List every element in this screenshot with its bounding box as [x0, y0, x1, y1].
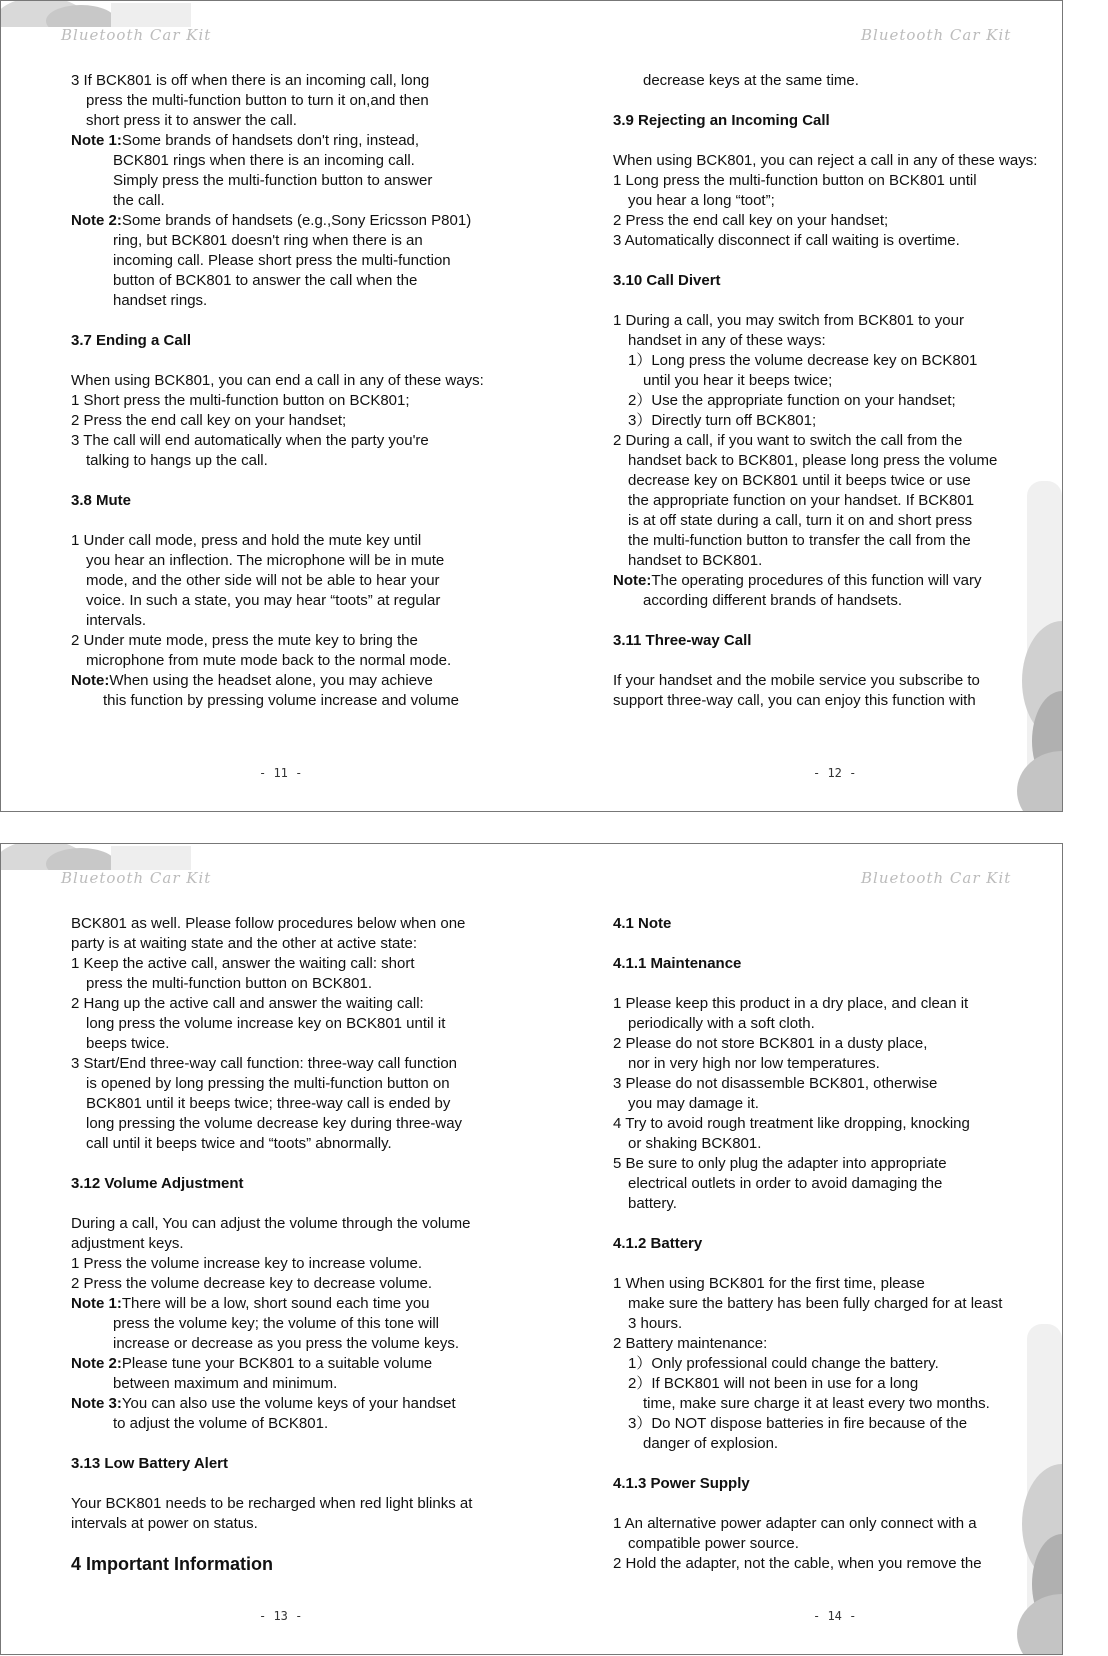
text-line: 2）If BCK801 will not been in use for a long: [628, 1375, 919, 1392]
page-number-14: - 14 -: [813, 1609, 857, 1623]
text-line: When using BCK801, you can reject a call in any of these ways:: [613, 152, 1038, 169]
note-label: Note 2:: [71, 1355, 122, 1372]
text-line: handset rings.: [113, 292, 208, 309]
text-line: microphone from mute mode back to the normal mode.: [86, 652, 452, 669]
text-line: 2 Press the end call key on your handset;: [71, 412, 347, 429]
text-line: support three-way call, you can enjoy this function with: [613, 692, 976, 709]
note-text: Some brands of handsets (e.g.,Sony Ericsson P801): [121, 212, 472, 229]
text-line: 3）Do NOT dispose batteries in fire because of the: [628, 1415, 968, 1432]
spacer: [613, 131, 1045, 151]
corner-decoration: [1, 843, 191, 870]
spacer: [71, 1154, 511, 1174]
text-line: If your handset and the mobile service you subscribe to: [613, 672, 980, 689]
text-line: press the multi-function button on BCK801.: [86, 975, 372, 992]
text-line: call until it beeps twice and “toots” abnormally.: [86, 1135, 392, 1152]
text-line: 2 Hold the adapter, not the cable, when you remove the: [613, 1555, 982, 1572]
page-11-text: [71, 71, 511, 711]
text-line: incoming call. Please short press the multi-function: [113, 252, 451, 269]
text-line: handset back to BCK801, please long press the volume: [628, 452, 998, 469]
text-line: During a call, You can adjust the volume through the volume: [71, 1215, 471, 1232]
text-line: make sure the battery has been fully charged for at least: [628, 1295, 1003, 1312]
text-line: [71, 671, 511, 691]
spacer: [71, 471, 511, 491]
spread-pages-11-12: [0, 0, 1063, 812]
page-number-11: - 11 -: [259, 766, 303, 780]
text-line: [613, 571, 1045, 591]
text-line: intervals at power on status.: [71, 1515, 258, 1532]
text-line: 1 Long press the multi-function button on BCK801 until: [613, 172, 977, 189]
spacer: [71, 311, 511, 331]
running-header-right: Bluetooth Car Kit: [861, 26, 1012, 44]
note-label: Note:: [71, 672, 110, 689]
text-line: [71, 211, 511, 231]
text-line: 3 hours.: [628, 1315, 683, 1332]
text-line: long press the volume increase key on BCK801 until it: [86, 1015, 446, 1032]
text-line: decrease keys at the same time.: [643, 72, 859, 89]
note-text: There will be a low, short sound each time you: [121, 1295, 430, 1312]
text-line: 1 When using BCK801 for the first time, please: [613, 1275, 925, 1292]
text-line: 1）Only professional could change the battery.: [628, 1355, 939, 1372]
text-line: you hear an inflection. The microphone will be in mute: [86, 552, 445, 569]
spacer: [613, 974, 1045, 994]
note-text: Some brands of handsets don't ring, instead,: [121, 132, 420, 149]
text-line: or shaking BCK801.: [628, 1135, 762, 1152]
text-line: decrease key on BCK801 until it beeps twice or use: [628, 472, 971, 489]
page-14-text: [613, 914, 1045, 1574]
text-line: adjustment keys.: [71, 1235, 184, 1252]
text-line: 2）Use the appropriate function on your handset;: [628, 392, 956, 409]
text-line: nor in very high nor low temperatures.: [628, 1055, 880, 1072]
text-line: according different brands of handsets.: [643, 592, 903, 609]
text-line: handset in any of these ways:: [628, 332, 826, 349]
text-line: compatible power source.: [628, 1535, 799, 1552]
text-line: the appropriate function on your handset. If BCK801: [628, 492, 975, 509]
spacer: [71, 1434, 511, 1454]
text-line: time, make sure charge it at least every two months.: [643, 1395, 990, 1412]
note-text: When using the headset alone, you may achieve: [109, 672, 433, 689]
text-line: you hear a long “toot”;: [628, 192, 775, 209]
note-label: Note 1:: [71, 132, 122, 149]
note-text: You can also use the volume keys of your handset: [121, 1395, 456, 1412]
text-line: When using BCK801, you can end a call in any of these ways:: [71, 372, 484, 389]
text-line: 3 Please do not disassemble BCK801, otherwise: [613, 1075, 938, 1092]
text-line: 5 Be sure to only plug the adapter into appropriate: [613, 1155, 947, 1172]
text-line: [71, 131, 511, 151]
spacer: [71, 1474, 511, 1494]
spacer: [613, 91, 1045, 111]
section-heading: 3.9 Rejecting an Incoming Call: [613, 112, 830, 129]
text-line: to adjust the volume of BCK801.: [113, 1415, 329, 1432]
text-line: periodically with a soft cloth.: [628, 1015, 815, 1032]
text-line: 2 Press the volume decrease key to decrease volume.: [71, 1275, 433, 1292]
text-line: is at off state during a call, turn it on and short press: [628, 512, 973, 529]
section-heading: 3.8 Mute: [71, 492, 132, 509]
section-heading: 4.1.3 Power Supply: [613, 1475, 750, 1492]
text-line: 3 The call will end automatically when the party you're: [71, 432, 429, 449]
spacer: [613, 1254, 1045, 1274]
text-line: BCK801 rings when there is an incoming call.: [113, 152, 415, 169]
text-line: long pressing the volume decrease key during three-way: [86, 1115, 463, 1132]
section-heading: 4.1.1 Maintenance: [613, 955, 742, 972]
text-line: [71, 1394, 511, 1414]
page-13-text: [71, 914, 511, 1574]
spacer: [613, 1214, 1045, 1234]
text-line: ring, but BCK801 doesn't ring when there is an: [113, 232, 423, 249]
note-label: Note 2:: [71, 212, 122, 229]
text-line: [71, 1354, 511, 1374]
spacer: [71, 1534, 511, 1554]
text-line: the multi-function button to transfer the call from the: [628, 532, 971, 549]
text-line: 1 An alternative power adapter can only connect with a: [613, 1515, 977, 1532]
section-heading: 3.12 Volume Adjustment: [71, 1175, 244, 1192]
text-line: 1 Please keep this product in a dry place, and clean it: [613, 995, 969, 1012]
spacer: [613, 291, 1045, 311]
note-label: Note 3:: [71, 1395, 122, 1412]
text-line: press the multi-function button to turn it on,and then: [86, 92, 429, 109]
spacer: [613, 1494, 1045, 1514]
running-header-right: Bluetooth Car Kit: [861, 869, 1012, 887]
text-line: until you hear it beeps twice;: [643, 372, 833, 389]
section-heading: 4 Important Information: [71, 1554, 273, 1574]
note-text: The operating procedures of this function will vary: [651, 572, 982, 589]
section-heading: 3.7 Ending a Call: [71, 332, 192, 349]
text-line: danger of explosion.: [643, 1435, 779, 1452]
section-heading: 3.10 Call Divert: [613, 272, 721, 289]
text-line: Simply press the multi-function button to answer: [113, 172, 433, 189]
text-line: short press it to answer the call.: [86, 112, 297, 129]
corner-decoration: [1, 0, 191, 27]
text-line: party is at waiting state and the other at active state:: [71, 935, 418, 952]
text-line: beeps twice.: [86, 1035, 170, 1052]
text-line: voice. In such a state, you may hear “toots” at regular: [86, 592, 441, 609]
section-heading: 4.1.2 Battery: [613, 1235, 703, 1252]
text-line: [71, 1294, 511, 1314]
section-heading: 3.11 Three-way Call: [613, 632, 752, 649]
note-label: Note:: [613, 572, 652, 589]
text-line: 2 Please do not store BCK801 in a dusty place,: [613, 1035, 928, 1052]
text-line: press the volume key; the volume of this tone will: [113, 1315, 439, 1332]
text-line: BCK801 until it beeps twice; three-way call is ended by: [86, 1095, 451, 1112]
text-line: 3 Automatically disconnect if call waiting is overtime.: [613, 232, 960, 249]
text-line: button of BCK801 to answer the call when the: [113, 272, 418, 289]
spacer: [71, 1194, 511, 1214]
text-line: Your BCK801 needs to be recharged when red light blinks at: [71, 1495, 473, 1512]
text-line: 1 Under call mode, press and hold the mute key until: [71, 532, 422, 549]
text-line: 3）Directly turn off BCK801;: [628, 412, 817, 429]
text-line: mode, and the other side will not be able to hear your: [86, 572, 440, 589]
text-line: you may damage it.: [628, 1095, 759, 1112]
spacer: [613, 611, 1045, 631]
text-line: talking to hangs up the call.: [86, 452, 268, 469]
text-line: 2 During a call, if you want to switch the call from the: [613, 432, 963, 449]
spacer: [71, 511, 511, 531]
text-line: increase or decrease as you press the volume keys.: [113, 1335, 460, 1352]
spacer: [613, 1454, 1045, 1474]
spacer: [613, 251, 1045, 271]
text-line: 2 Under mute mode, press the mute key to bring the: [71, 632, 418, 649]
text-line: 1 Short press the multi-function button on BCK801;: [71, 392, 410, 409]
section-heading: 3.13 Low Battery Alert: [71, 1455, 228, 1472]
page-12-text: [613, 71, 1045, 711]
text-line: BCK801 as well. Please follow procedures below when one: [71, 915, 466, 932]
text-line: electrical outlets in order to avoid damaging the: [628, 1175, 943, 1192]
page-number-12: - 12 -: [813, 766, 857, 780]
text-line: 1 Keep the active call, answer the waiting call: short: [71, 955, 415, 972]
spacer: [71, 351, 511, 371]
section-heading: 4.1 Note: [613, 915, 672, 932]
spacer: [613, 934, 1045, 954]
note-text: Please tune your BCK801 to a suitable volume: [121, 1355, 433, 1372]
text-line: the call.: [113, 192, 165, 209]
running-header-left: Bluetooth Car Kit: [61, 26, 212, 44]
text-line: 1 During a call, you may switch from BCK801 to your: [613, 312, 964, 329]
text-line: handset to BCK801.: [628, 552, 763, 569]
text-line: 3 If BCK801 is off when there is an incoming call, long: [71, 72, 430, 89]
spacer: [613, 651, 1045, 671]
text-line: 3 Start/End three-way call function: three-way call function: [71, 1055, 458, 1072]
spread-pages-13-14: [0, 843, 1063, 1655]
text-line: battery.: [628, 1195, 677, 1212]
text-line: 1 Press the volume increase key to increase volume.: [71, 1255, 422, 1272]
text-line: 4 Try to avoid rough treatment like dropping, knocking: [613, 1115, 970, 1132]
running-header-left: Bluetooth Car Kit: [61, 869, 212, 887]
text-line: this function by pressing volume increase and volume: [103, 692, 460, 709]
page-number-13: - 13 -: [259, 1609, 303, 1623]
text-line: 1）Long press the volume decrease key on BCK801: [628, 352, 978, 369]
text-line: 2 Battery maintenance:: [613, 1335, 768, 1352]
text-line: between maximum and minimum.: [113, 1375, 338, 1392]
text-line: 2 Hang up the active call and answer the waiting call:: [71, 995, 424, 1012]
note-label: Note 1:: [71, 1295, 122, 1312]
text-line: intervals.: [86, 612, 147, 629]
text-line: is opened by long pressing the multi-function button on: [86, 1075, 450, 1092]
text-line: 2 Press the end call key on your handset;: [613, 212, 889, 229]
